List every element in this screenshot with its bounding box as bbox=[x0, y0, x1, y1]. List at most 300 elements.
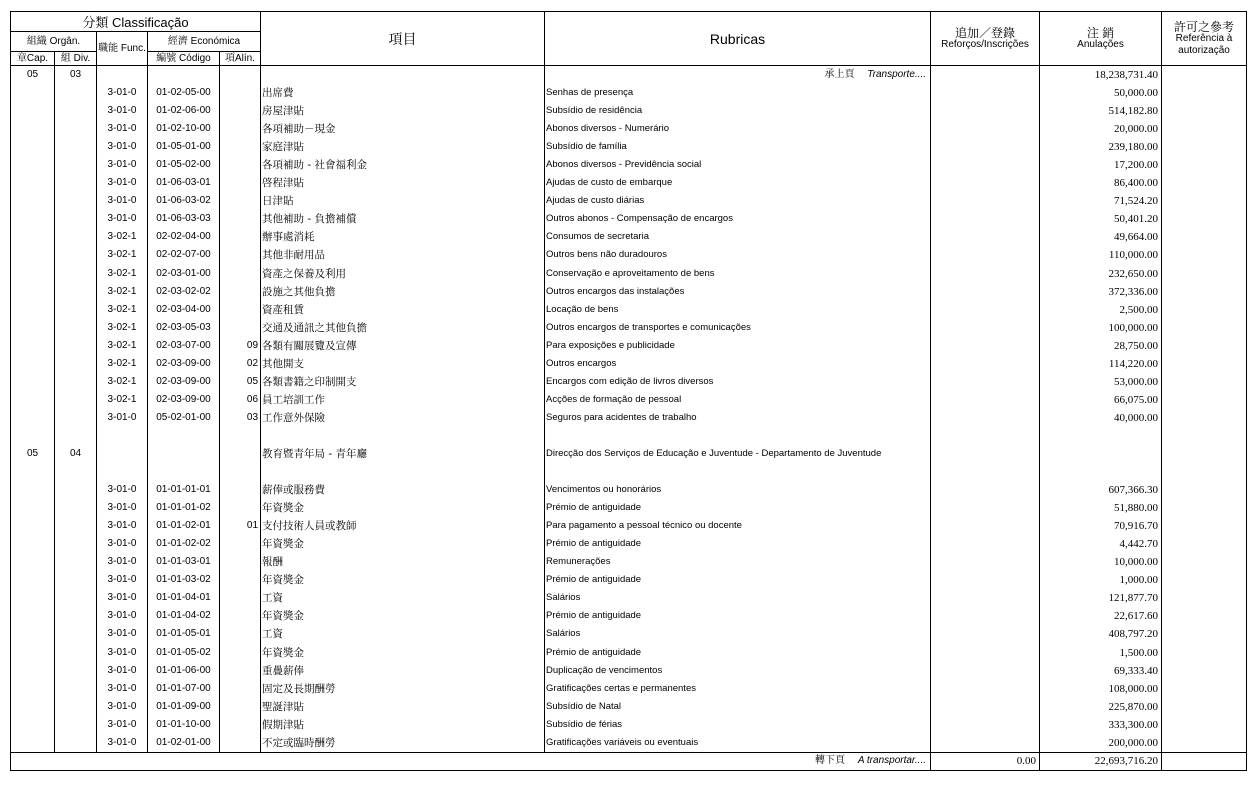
codigo-cell bbox=[148, 445, 220, 463]
table-row bbox=[11, 535, 1247, 553]
rubrica-cell: Abonos diversos - Previdência social bbox=[545, 156, 931, 174]
referencia-cell bbox=[1162, 481, 1247, 499]
anulacoes-cell: 333,300.00 bbox=[1040, 716, 1162, 734]
div-cell: 04 bbox=[55, 445, 97, 463]
transporte-row bbox=[11, 66, 1247, 85]
reforcos-header-pt: Reforços/Inscrições bbox=[941, 38, 1029, 50]
anulacoes-cell: 232,650.00 bbox=[1040, 265, 1162, 283]
table-row bbox=[11, 337, 1247, 355]
reforcos-cell bbox=[931, 102, 1040, 120]
projeto-header: 項目 bbox=[261, 12, 545, 66]
anulacoes-cell: 4,442.70 bbox=[1040, 535, 1162, 553]
item-cell: 房屋津貼 bbox=[261, 102, 545, 120]
alin-cell bbox=[220, 481, 261, 499]
reforcos-cell bbox=[931, 373, 1040, 391]
referencia-cell bbox=[1162, 174, 1247, 192]
anulacoes-cell: 51,880.00 bbox=[1040, 499, 1162, 517]
alin-cell: 02 bbox=[220, 355, 261, 373]
item-cell: 其他開支 bbox=[261, 355, 545, 373]
codigo-cell: 01-01-01-01 bbox=[148, 481, 220, 499]
rubrica-cell: Subsídio de Natal bbox=[545, 698, 931, 716]
anulacoes-cell: 49,664.00 bbox=[1040, 228, 1162, 246]
rubrica-cell: Gratificações variáveis ou eventuais bbox=[545, 734, 931, 753]
alin-cell bbox=[220, 662, 261, 680]
cap-cell bbox=[11, 192, 55, 210]
cap-cell bbox=[11, 644, 55, 662]
alin-cell: 05 bbox=[220, 373, 261, 391]
rubrica-cell: Para exposições e publicidade bbox=[545, 337, 931, 355]
reforcos-cell bbox=[931, 84, 1040, 102]
alin-cell bbox=[220, 571, 261, 589]
div-cell bbox=[55, 210, 97, 228]
func-cell: 3-02-1 bbox=[97, 228, 148, 246]
cap-cell bbox=[11, 571, 55, 589]
func-cell: 3-01-0 bbox=[97, 553, 148, 571]
alin-cell bbox=[220, 210, 261, 228]
alin-cell bbox=[220, 319, 261, 337]
codigo-cell: 01-05-01-00 bbox=[148, 138, 220, 156]
alin-cell bbox=[220, 680, 261, 698]
reforcos-header bbox=[931, 12, 1040, 66]
div-cell bbox=[55, 265, 97, 283]
table-row bbox=[11, 499, 1247, 517]
referencia-cell bbox=[1162, 589, 1247, 607]
anulacoes-cell: 50,000.00 bbox=[1040, 84, 1162, 102]
alin-cell bbox=[220, 553, 261, 571]
alin-cell bbox=[220, 138, 261, 156]
total-anulacoes: 22,693,716.20 bbox=[1040, 752, 1162, 770]
referencia-cell bbox=[1162, 716, 1247, 734]
alin-cell bbox=[220, 644, 261, 662]
table-row bbox=[11, 373, 1247, 391]
item-cell: 交通及通訊之其他負擔 bbox=[261, 319, 545, 337]
div-cell bbox=[55, 427, 97, 445]
table-row bbox=[11, 409, 1247, 427]
cap-cell bbox=[11, 499, 55, 517]
func-cell: 3-02-1 bbox=[97, 355, 148, 373]
item-cell: 啓程津貼 bbox=[261, 174, 545, 192]
cap-cell bbox=[11, 463, 55, 481]
rubrica-cell: Locação de bens bbox=[545, 301, 931, 319]
referencia-cell bbox=[1162, 373, 1247, 391]
rubrica-cell: Acções de formação de pessoal bbox=[545, 391, 931, 409]
cap-cell bbox=[11, 535, 55, 553]
referencia-cell bbox=[1162, 391, 1247, 409]
anulacoes-header bbox=[1040, 12, 1162, 66]
rubrica-cell: Remunerações bbox=[545, 553, 931, 571]
table-row bbox=[11, 553, 1247, 571]
cap-cell bbox=[11, 156, 55, 174]
anulacoes-cell: 2,500.00 bbox=[1040, 301, 1162, 319]
func-cell: 3-02-1 bbox=[97, 283, 148, 301]
item-cell: 假期津貼 bbox=[261, 716, 545, 734]
reforcos-cell bbox=[931, 463, 1040, 481]
func-cell: 3-01-0 bbox=[97, 535, 148, 553]
reforcos-cell bbox=[931, 680, 1040, 698]
table-row bbox=[11, 283, 1247, 301]
transporte-label bbox=[545, 66, 931, 85]
item-cell: 年資獎金 bbox=[261, 607, 545, 625]
alin-cell: 09 bbox=[220, 337, 261, 355]
func-cell: 3-01-0 bbox=[97, 662, 148, 680]
anulacoes-cell: 1,000.00 bbox=[1040, 571, 1162, 589]
func-cell: 3-01-0 bbox=[97, 680, 148, 698]
total-row bbox=[11, 752, 1247, 770]
div-cell bbox=[55, 499, 97, 517]
reforcos-cell bbox=[931, 481, 1040, 499]
func-cell: 3-01-0 bbox=[97, 571, 148, 589]
referencia-cell bbox=[1162, 102, 1247, 120]
div-cell bbox=[55, 535, 97, 553]
func-cell: 3-01-0 bbox=[97, 174, 148, 192]
reforcos-cell bbox=[931, 607, 1040, 625]
classificacao-header: 分類 Classificação bbox=[11, 12, 261, 32]
func-cell: 3-01-0 bbox=[97, 734, 148, 753]
div-header: 組 Div. bbox=[55, 52, 97, 66]
item-cell: 工作意外保險 bbox=[261, 409, 545, 427]
div-cell bbox=[55, 283, 97, 301]
codigo-cell: 01-01-07-00 bbox=[148, 680, 220, 698]
rubrica-cell: Prémio de antiguidade bbox=[545, 644, 931, 662]
referencia-cell bbox=[1162, 156, 1247, 174]
referencia-cell bbox=[1162, 662, 1247, 680]
anulacoes-cell bbox=[1040, 427, 1162, 445]
total-reforcos: 0.00 bbox=[931, 752, 1040, 770]
item-cell: 其他非耐用品 bbox=[261, 246, 545, 264]
table-row bbox=[11, 355, 1247, 373]
referencia-cell bbox=[1162, 535, 1247, 553]
item-cell: 各類有關展覽及宣傳 bbox=[261, 337, 545, 355]
table-row bbox=[11, 265, 1247, 283]
div-cell bbox=[55, 662, 97, 680]
codigo-cell: 01-06-03-01 bbox=[148, 174, 220, 192]
div-cell bbox=[55, 174, 97, 192]
item-cell: 員工培訓工作 bbox=[261, 391, 545, 409]
table-row bbox=[11, 102, 1247, 120]
codigo-cell: 01-01-09-00 bbox=[148, 698, 220, 716]
total-cn: 轉下頁 bbox=[815, 755, 846, 767]
item-cell: 聖誕津貼 bbox=[261, 698, 545, 716]
codigo-cell: 02-02-07-00 bbox=[148, 246, 220, 264]
div-cell bbox=[55, 84, 97, 102]
rubrica-cell: Consumos de secretaria bbox=[545, 228, 931, 246]
anulacoes-cell: 200,000.00 bbox=[1040, 734, 1162, 753]
codigo-cell: 01-05-02-00 bbox=[148, 156, 220, 174]
func-cell: 3-02-1 bbox=[97, 337, 148, 355]
item-cell bbox=[261, 463, 545, 481]
codigo-cell: 01-01-02-02 bbox=[148, 535, 220, 553]
rubrica-cell: Conservação e aproveitamento de bens bbox=[545, 265, 931, 283]
alin-cell bbox=[220, 283, 261, 301]
func-cell: 3-01-0 bbox=[97, 102, 148, 120]
codigo-cell: 01-01-04-01 bbox=[148, 589, 220, 607]
reforcos-cell bbox=[931, 716, 1040, 734]
table-row bbox=[11, 138, 1247, 156]
codigo-cell: 01-01-05-02 bbox=[148, 644, 220, 662]
table-row bbox=[11, 174, 1247, 192]
div-cell bbox=[55, 228, 97, 246]
anulacoes-cell bbox=[1040, 445, 1162, 463]
div-cell bbox=[55, 246, 97, 264]
rubrica-cell: Direcção dos Serviços de Educação e Juventude - Departamento de Juventude bbox=[545, 445, 931, 463]
reforcos-cell bbox=[931, 355, 1040, 373]
referencia-cell bbox=[1162, 283, 1247, 301]
anulacoes-cell: 1,500.00 bbox=[1040, 644, 1162, 662]
func-cell bbox=[97, 445, 148, 463]
item-cell: 資產租賃 bbox=[261, 301, 545, 319]
anulacoes-cell: 50,401.20 bbox=[1040, 210, 1162, 228]
div-cell bbox=[55, 571, 97, 589]
func-cell: 3-01-0 bbox=[97, 499, 148, 517]
div-cell: 03 bbox=[55, 66, 97, 85]
anulacoes-cell bbox=[1040, 463, 1162, 481]
div-cell bbox=[55, 373, 97, 391]
cap-cell bbox=[11, 607, 55, 625]
item-cell bbox=[261, 427, 545, 445]
codigo-cell: 01-01-10-00 bbox=[148, 716, 220, 734]
referencia-cell bbox=[1162, 463, 1247, 481]
reforcos-cell bbox=[931, 571, 1040, 589]
alin-cell bbox=[220, 102, 261, 120]
anulacoes-cell: 100,000.00 bbox=[1040, 319, 1162, 337]
reforcos-cell bbox=[931, 120, 1040, 138]
reforcos-cell bbox=[931, 265, 1040, 283]
reforcos-cell bbox=[931, 553, 1040, 571]
referencia-cell bbox=[1162, 644, 1247, 662]
item-cell: 日津貼 bbox=[261, 192, 545, 210]
reforcos-cell bbox=[931, 391, 1040, 409]
anulacoes-cell: 53,000.00 bbox=[1040, 373, 1162, 391]
cap-cell bbox=[11, 481, 55, 499]
anulacoes-cell: 372,336.00 bbox=[1040, 283, 1162, 301]
anulacoes-cell: 121,877.70 bbox=[1040, 589, 1162, 607]
alin-cell bbox=[220, 445, 261, 463]
div-cell bbox=[55, 625, 97, 643]
alin-cell bbox=[220, 463, 261, 481]
div-cell bbox=[55, 644, 97, 662]
referencia-cell bbox=[1162, 355, 1247, 373]
table-row bbox=[11, 517, 1247, 535]
div-cell bbox=[55, 301, 97, 319]
cap-cell bbox=[11, 409, 55, 427]
cap-cell bbox=[11, 84, 55, 102]
codigo-cell: 01-02-06-00 bbox=[148, 102, 220, 120]
item-cell: 各項補助－現金 bbox=[261, 120, 545, 138]
cap-cell bbox=[11, 680, 55, 698]
item-cell: 固定及長期酬勞 bbox=[261, 680, 545, 698]
codigo-cell: 01-02-10-00 bbox=[148, 120, 220, 138]
reforcos-cell bbox=[931, 644, 1040, 662]
referencia-cell bbox=[1162, 210, 1247, 228]
codigo-cell: 01-01-05-01 bbox=[148, 625, 220, 643]
func-cell: 3-02-1 bbox=[97, 319, 148, 337]
cap-cell: 05 bbox=[11, 66, 55, 85]
table-row bbox=[11, 625, 1247, 643]
div-cell bbox=[55, 463, 97, 481]
referencia-header-pt: Referência à autorização bbox=[1175, 32, 1233, 56]
cap-cell bbox=[11, 625, 55, 643]
cap-cell bbox=[11, 517, 55, 535]
rubrica-cell: Ajudas de custo diárias bbox=[545, 192, 931, 210]
reforcos-cell bbox=[931, 337, 1040, 355]
rubrica-cell: Prémio de antiguidade bbox=[545, 607, 931, 625]
referencia-cell bbox=[1162, 337, 1247, 355]
div-cell bbox=[55, 481, 97, 499]
rubrica-cell: Prémio de antiguidade bbox=[545, 499, 931, 517]
rubrica-cell: Outros abonos - Compensação de encargos bbox=[545, 210, 931, 228]
alin-cell bbox=[220, 499, 261, 517]
cap-cell bbox=[11, 662, 55, 680]
func-cell: 3-01-0 bbox=[97, 644, 148, 662]
codigo-cell: 01-01-04-02 bbox=[148, 607, 220, 625]
alin-cell bbox=[220, 228, 261, 246]
cap-cell: 05 bbox=[11, 445, 55, 463]
cap-cell bbox=[11, 734, 55, 753]
table-row bbox=[11, 391, 1247, 409]
table-row bbox=[11, 481, 1247, 499]
cap-cell bbox=[11, 698, 55, 716]
rubrica-cell: Encargos com edição de livros diversos bbox=[545, 373, 931, 391]
rubricas-header: Rubricas bbox=[545, 12, 931, 66]
table-row bbox=[11, 716, 1247, 734]
reforcos-cell bbox=[931, 589, 1040, 607]
reforcos-cell bbox=[931, 210, 1040, 228]
rubrica-cell: Subsídio de residência bbox=[545, 102, 931, 120]
item-cell: 辦事處消耗 bbox=[261, 228, 545, 246]
referencia-cell bbox=[1162, 192, 1247, 210]
reforcos-cell bbox=[931, 301, 1040, 319]
func-cell: 3-01-0 bbox=[97, 210, 148, 228]
alin-cell bbox=[220, 607, 261, 625]
table-row bbox=[11, 228, 1247, 246]
cap-cell bbox=[11, 301, 55, 319]
func-cell: 3-01-0 bbox=[97, 625, 148, 643]
anulacoes-header-pt: Anulações bbox=[1077, 38, 1124, 50]
func-cell: 3-01-0 bbox=[97, 138, 148, 156]
codigo-cell: 01-01-06-00 bbox=[148, 662, 220, 680]
referencia-cell bbox=[1162, 120, 1247, 138]
codigo-cell: 01-06-03-02 bbox=[148, 192, 220, 210]
alin-cell bbox=[220, 535, 261, 553]
rubrica-cell bbox=[545, 427, 931, 445]
rubrica-cell: Prémio de antiguidade bbox=[545, 535, 931, 553]
referencia-cell bbox=[1162, 265, 1247, 283]
alin-cell bbox=[220, 427, 261, 445]
rubrica-cell: Ajudas de custo de embarque bbox=[545, 174, 931, 192]
func-cell: 3-01-0 bbox=[97, 192, 148, 210]
codigo-cell: 01-06-03-03 bbox=[148, 210, 220, 228]
alin-cell bbox=[220, 301, 261, 319]
anulacoes-cell: 607,366.30 bbox=[1040, 481, 1162, 499]
reforcos-cell bbox=[931, 156, 1040, 174]
div-cell bbox=[55, 337, 97, 355]
codigo-header: 編號 Código bbox=[148, 52, 220, 66]
cap-cell bbox=[11, 716, 55, 734]
cap-cell bbox=[11, 355, 55, 373]
rubrica-cell: Para pagamento a pessoal técnico ou docente bbox=[545, 517, 931, 535]
alin-cell bbox=[220, 84, 261, 102]
alin-cell bbox=[220, 174, 261, 192]
cap-cell bbox=[11, 246, 55, 264]
table-row bbox=[11, 662, 1247, 680]
codigo-cell: 05-02-01-00 bbox=[148, 409, 220, 427]
codigo-cell: 02-03-04-00 bbox=[148, 301, 220, 319]
codigo-cell bbox=[148, 427, 220, 445]
table-row bbox=[11, 192, 1247, 210]
cap-cell bbox=[11, 319, 55, 337]
reforcos-cell bbox=[931, 445, 1040, 463]
alin-cell bbox=[220, 192, 261, 210]
rubrica-cell: Seguros para acidentes de trabalho bbox=[545, 409, 931, 427]
rubrica-cell: Outros encargos das instalações bbox=[545, 283, 931, 301]
anulacoes-cell: 28,750.00 bbox=[1040, 337, 1162, 355]
div-cell bbox=[55, 517, 97, 535]
div-cell bbox=[55, 553, 97, 571]
reforcos-cell bbox=[931, 698, 1040, 716]
func-cell: 3-02-1 bbox=[97, 373, 148, 391]
referencia-cell bbox=[1162, 698, 1247, 716]
table-body bbox=[11, 66, 1247, 753]
table-row bbox=[11, 445, 1247, 463]
div-cell bbox=[55, 138, 97, 156]
anulacoes-cell: 17,200.00 bbox=[1040, 156, 1162, 174]
anulacoes-cell: 86,400.00 bbox=[1040, 174, 1162, 192]
anulacoes-cell: 22,617.60 bbox=[1040, 607, 1162, 625]
item-cell: 設施之其他負擔 bbox=[261, 283, 545, 301]
func-cell: 3-01-0 bbox=[97, 156, 148, 174]
total-pt: A transportar.... bbox=[857, 755, 927, 767]
item-cell: 資產之保養及利用 bbox=[261, 265, 545, 283]
codigo-cell: 02-03-01-00 bbox=[148, 265, 220, 283]
rubrica-cell: Prémio de antiguidade bbox=[545, 571, 931, 589]
cap-cell bbox=[11, 553, 55, 571]
codigo-cell: 02-03-09-00 bbox=[148, 391, 220, 409]
budget-table bbox=[10, 11, 1247, 771]
anulacoes-cell: 70,916.70 bbox=[1040, 517, 1162, 535]
div-cell bbox=[55, 319, 97, 337]
codigo-cell bbox=[148, 463, 220, 481]
referencia-cell bbox=[1162, 734, 1247, 753]
item-cell: 不定或臨時酬勞 bbox=[261, 734, 545, 753]
reforcos-header-cn: 追加／登錄 bbox=[955, 25, 1016, 40]
func-cell: 3-01-0 bbox=[97, 698, 148, 716]
anulacoes-cell: 69,333.40 bbox=[1040, 662, 1162, 680]
reforcos-cell bbox=[931, 427, 1040, 445]
anulacoes-cell: 20,000.00 bbox=[1040, 120, 1162, 138]
func-cell: 3-02-1 bbox=[97, 301, 148, 319]
anulacoes-cell: 66,075.00 bbox=[1040, 391, 1162, 409]
reforcos-cell bbox=[931, 625, 1040, 643]
referencia-cell bbox=[1162, 138, 1247, 156]
table-row bbox=[11, 734, 1247, 753]
anulacoes-cell: 10,000.00 bbox=[1040, 553, 1162, 571]
reforcos-cell bbox=[931, 409, 1040, 427]
func-cell: 3-01-0 bbox=[97, 120, 148, 138]
rubrica-cell: Outros encargos de transportes e comunicações bbox=[545, 319, 931, 337]
item-cell: 支付技術人員或教師 bbox=[261, 517, 545, 535]
item-cell: 工資 bbox=[261, 589, 545, 607]
alin-cell: 01 bbox=[220, 517, 261, 535]
reforcos-cell bbox=[931, 535, 1040, 553]
div-cell bbox=[55, 192, 97, 210]
div-cell bbox=[55, 607, 97, 625]
alin-cell bbox=[220, 625, 261, 643]
rubrica-cell bbox=[545, 463, 931, 481]
cap-cell bbox=[11, 228, 55, 246]
item-cell: 年資獎金 bbox=[261, 499, 545, 517]
anulacoes-cell: 114,220.00 bbox=[1040, 355, 1162, 373]
item-cell: 家庭津貼 bbox=[261, 138, 545, 156]
